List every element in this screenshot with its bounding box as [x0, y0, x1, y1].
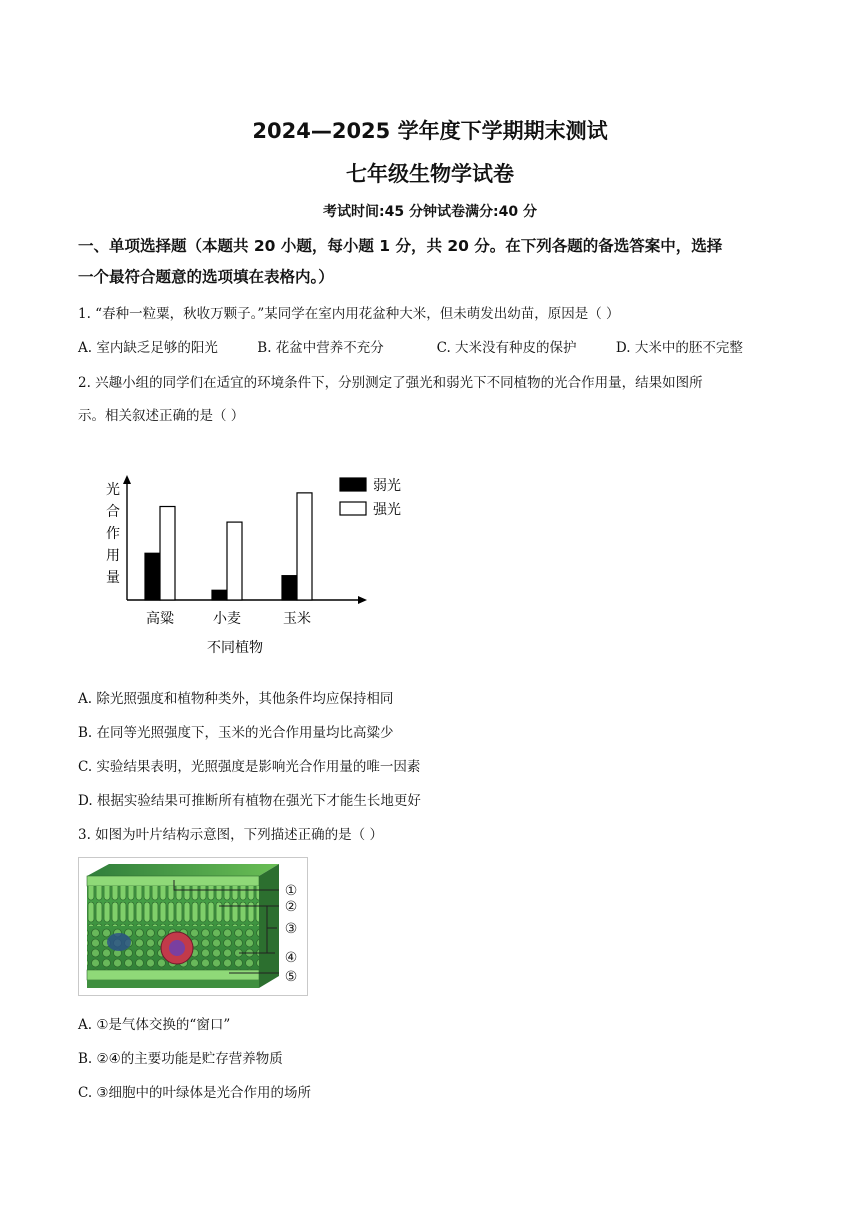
x-tick-label: 高粱 [146, 611, 174, 627]
vein-left [107, 933, 131, 951]
q2-option-a: A. 除光照强度和植物种类外，其他条件均应保持相同 [78, 691, 394, 707]
figure-label: ⑤ [284, 969, 298, 985]
q1-option-c: C. 大米没有种皮的保护 [436, 340, 577, 356]
leaf-bottom-edge [87, 980, 259, 988]
leaf-structure-diagram [79, 858, 307, 995]
bar-小麦-弱光 [212, 590, 227, 600]
q1-option-d: D. 大米中的胚不完整 [615, 340, 743, 356]
y-axis-arrow [123, 475, 131, 484]
bars [145, 493, 312, 600]
upper-epidermis [87, 876, 259, 886]
legend-label: 强光 [373, 502, 401, 518]
figure-label: ② [284, 899, 298, 915]
legend-swatch [340, 478, 366, 491]
figure-labels [285, 883, 298, 985]
q1-options [78, 336, 743, 356]
bar-高粱-强光 [160, 507, 175, 600]
leaf-side-face [259, 864, 279, 988]
figure-label: ① [284, 883, 298, 899]
x-tick-labels [146, 610, 311, 627]
q1-stem: 1. “春种一粒粟，秋收万颗子。”某同学在室内用花盆种大米，但未萌发出幼苗，原因是（ ） [78, 306, 620, 322]
x-tick-label: 小麦 [213, 611, 241, 627]
x-tick-label: 玉米 [283, 611, 311, 627]
vein-core [169, 940, 185, 956]
y-axis-label-char: 用 [106, 548, 120, 564]
q3-option-a: A. ①是气体交换的“窗口” [78, 1017, 231, 1033]
q1-option-b: B. 花盆中营养不充分 [257, 340, 384, 356]
exam-subtitle: 七年级生物学试卷 [346, 162, 514, 186]
q3-stem: 3. 如图为叶片结构示意图，下列描述正确的是（ ） [78, 827, 383, 843]
x-axis-arrow [358, 596, 367, 604]
exam-meta: 考试时间:45 分钟试卷满分:40 分 [323, 204, 537, 220]
q3-option-c: C. ③细胞中的叶绿体是光合作用的场所 [78, 1085, 312, 1101]
q2-option-c: C. 实验结果表明，光照强度是影响光合作用量的唯一因素 [78, 759, 421, 775]
section-heading [78, 231, 788, 293]
y-axis-label-char: 光 [106, 482, 120, 498]
leaf-top-surface [87, 864, 279, 876]
figure-label: ③ [284, 921, 298, 937]
q2-option-b: B. 在同等光照强度下，玉米的光合作用量均比高粱少 [78, 725, 394, 741]
bar-玉米-强光 [297, 493, 312, 600]
lower-epidermis [87, 970, 259, 980]
x-axis-label: 不同植物 [207, 640, 263, 656]
legend-label: 弱光 [373, 478, 401, 494]
section-heading-line2: 一个最符合题意的选项填在表格内。） [78, 268, 334, 286]
q2-stem-line1: 2. 兴趣小组的同学们在适宜的环境条件下，分别测定了强光和弱光下不同植物的光合作用量，结果如图所 [78, 375, 703, 391]
section-heading-line1: 一、单项选择题（本题共 20 小题，每小题 1 分，共 20 分。在下列各题的备选答案中，选择 [78, 237, 723, 255]
leaf-structure-figure [78, 857, 308, 996]
figure-label: ④ [284, 950, 298, 966]
q2-stem-line2: 示。相关叙述正确的是（ ） [78, 408, 245, 424]
bar-高粱-弱光 [145, 553, 160, 600]
y-axis-label [106, 481, 120, 586]
exam-title: 2024—2025 学年度下学期期末测试 [252, 119, 608, 143]
q1-option-a: A. 室内缺乏足够的阳光 [78, 340, 218, 356]
bar-chart [90, 470, 430, 670]
legend-swatch [340, 502, 366, 515]
q2-option-d: D. 根据实验结果可推断所有植物在强光下才能生长地更好 [78, 793, 421, 809]
legend [340, 477, 401, 518]
y-axis-label-char: 作 [106, 526, 120, 542]
y-axis-label-char: 量 [106, 570, 120, 586]
q3-option-b: B. ②④的主要功能是贮存营养物质 [78, 1051, 283, 1067]
y-axis-label-char: 合 [106, 504, 120, 520]
bar-小麦-强光 [227, 522, 242, 600]
bar-玉米-弱光 [282, 576, 297, 600]
